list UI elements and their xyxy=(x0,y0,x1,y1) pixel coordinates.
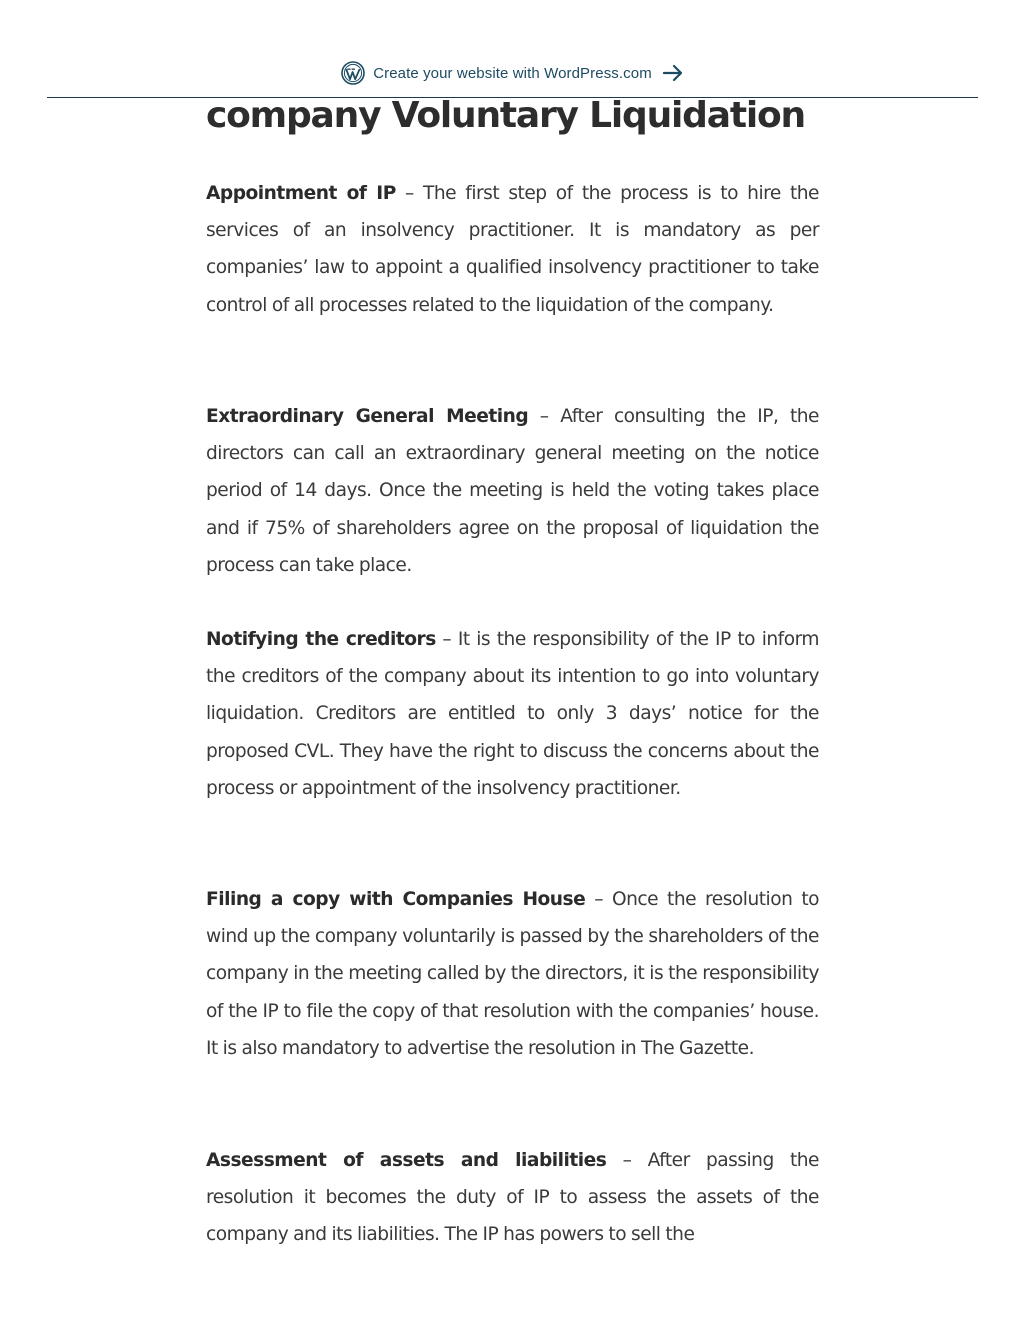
section-heading: Extraordinary General Meeting xyxy=(206,406,529,427)
wordpress-logo-icon xyxy=(341,61,365,85)
article-body xyxy=(206,92,820,1246)
section-text: – After passing the resolution it becomes the duty of IP to assess the assets of the company and its liabilities. The IP has powers to sell the xyxy=(206,1150,819,1246)
section-text: – It is the responsibility of the IP to inform the creditors of the company about its intention to go into voluntary liquidation. Creditors are entitled to only 3 days’ notice for the proposed CVL. They have the right to discuss the concerns about the process or appointment of the insolvency practitioner. xyxy=(206,629,820,799)
article-title: company Voluntary Liquidation xyxy=(206,95,805,136)
create-website-link[interactable] xyxy=(47,60,978,86)
section-heading: Assessment of assets and liabilities xyxy=(206,1150,607,1171)
section-appointment-of-ip xyxy=(206,175,819,324)
section-filing-companies-house xyxy=(206,881,819,1067)
wordpress-banner xyxy=(47,0,978,98)
section-text: – After consulting the IP, the directors can call an extraordinary general meeting on the notice period of 14 days. Once the meeting is held the voting takes place and if 75% of shareholders agree on the proposal of liquidation the process can take place. xyxy=(206,406,819,576)
section-heading: Appointment of IP xyxy=(206,183,396,204)
section-heading: Notifying the creditors xyxy=(206,629,436,650)
create-website-link-text: Create your website with WordPress.com xyxy=(373,64,652,82)
arrow-right-icon xyxy=(662,64,684,82)
section-heading: Filing a copy with Companies House xyxy=(206,889,586,910)
section-extraordinary-general-meeting xyxy=(206,398,819,584)
section-text: – Once the resolution to wind up the company voluntarily is passed by the shareholders of the company in the meeting called by the directors, it is the responsibility of the IP to file the copy of that resolution with the companies’ house. It is also mandatory to advertise the resolution in The Gazette. xyxy=(206,889,819,1059)
section-assessment-assets-liabilities xyxy=(206,1142,819,1254)
section-notifying-creditors xyxy=(206,621,819,807)
section-text: – The first step of the process is to hire the services of an insolvency practitioner. It is mandatory as per companies’ law to appoint a qualified insolvency practitioner to take control of all processes related to the liquidation of the company. xyxy=(206,183,819,316)
